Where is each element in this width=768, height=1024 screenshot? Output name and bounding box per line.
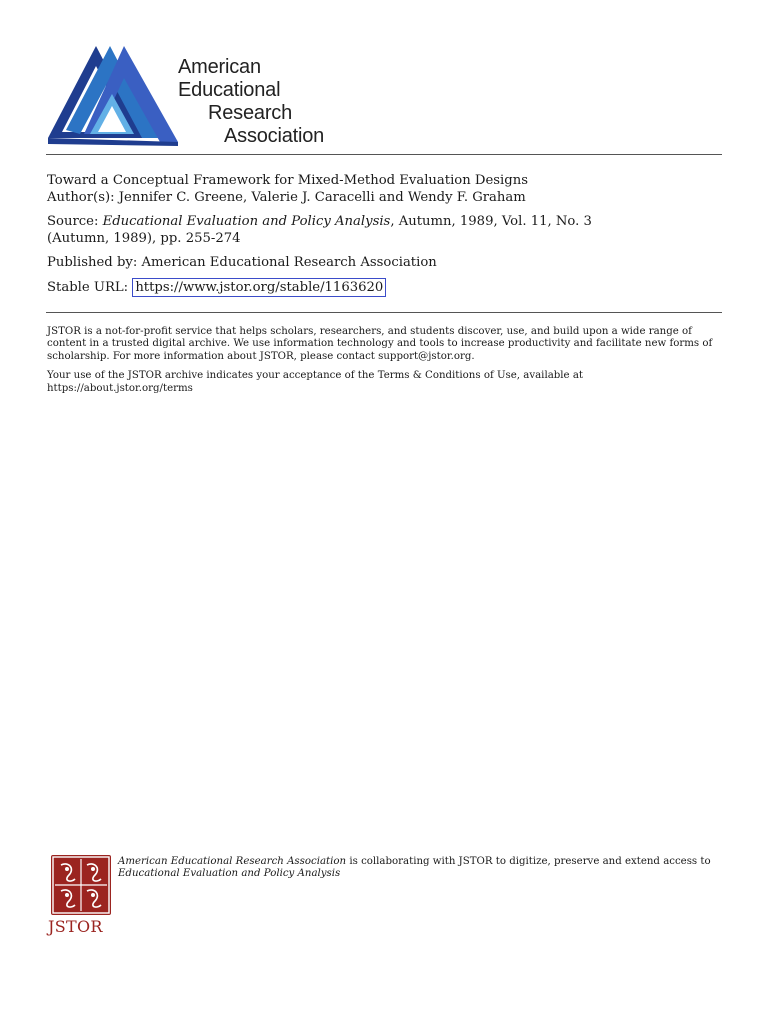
- jstor-logo: [48, 855, 116, 935]
- source-line: [47, 213, 727, 230]
- stable-url-line: [47, 278, 727, 297]
- aera-logo-wordmark: [178, 56, 324, 148]
- source-label: Source:: [47, 214, 99, 229]
- logo-word-american: American: [178, 56, 261, 78]
- footer-middle-text: is collaborating with JSTOR to digitize, preserve and extend access to: [346, 856, 711, 867]
- jstor-wordmark: JSTOR: [48, 917, 103, 936]
- publisher-name: American Educational Research Association: [141, 255, 437, 270]
- footer-org: American Educational Research Association: [118, 856, 347, 867]
- authors-label: Author(s):: [47, 190, 115, 205]
- published-line: [47, 254, 727, 271]
- divider-top: [46, 154, 722, 155]
- authors-value: Jennifer C. Greene, Valerie J. Caracelli and Wendy F. Graham: [118, 190, 526, 205]
- aera-logo: [46, 42, 346, 148]
- jstor-notice: [47, 326, 727, 402]
- notice-paragraph-1: JSTOR is a not-for-profit service that helps scholars, researchers, and students discover, use, and build upon a wide range of content in a trusted digital archive. We use information technology and tools to increase productivity and facilitate new forms of scholarship. For more information about JSTOR, please contact support@jstor.org.: [47, 326, 713, 362]
- article-title: Toward a Conceptual Framework for Mixed-Method Evaluation Designs: [47, 173, 528, 188]
- notice-paragraph-2: Your use of the JSTOR archive indicates your acceptance of the Terms & Conditions of Use, available at https://about.jstor.org/terms: [47, 370, 583, 394]
- aera-triangle-logo-icon: [46, 42, 180, 146]
- footer-journal: Educational Evaluation and Policy Analysis: [118, 868, 341, 880]
- published-label: Published by:: [47, 255, 138, 270]
- logo-word-educational: Educational: [178, 79, 281, 101]
- stable-url-label: Stable URL:: [47, 280, 129, 295]
- jstor-emblem-icon: [51, 855, 111, 915]
- stable-url-link[interactable]: https://www.jstor.org/stable/1163620: [132, 278, 386, 297]
- source-journal: Educational Evaluation and Policy Analysis: [102, 214, 391, 229]
- authors-line: [47, 189, 727, 206]
- collaboration-statement: [118, 856, 728, 881]
- divider-middle: [46, 312, 722, 313]
- logo-word-association: Association: [224, 125, 325, 147]
- source-line-2: (Autumn, 1989), pp. 255-274: [47, 231, 241, 246]
- article-metadata: [47, 172, 727, 297]
- logo-word-research: Research: [208, 102, 292, 124]
- source-details: , Autumn, 1989, Vol. 11, No. 3: [390, 214, 592, 229]
